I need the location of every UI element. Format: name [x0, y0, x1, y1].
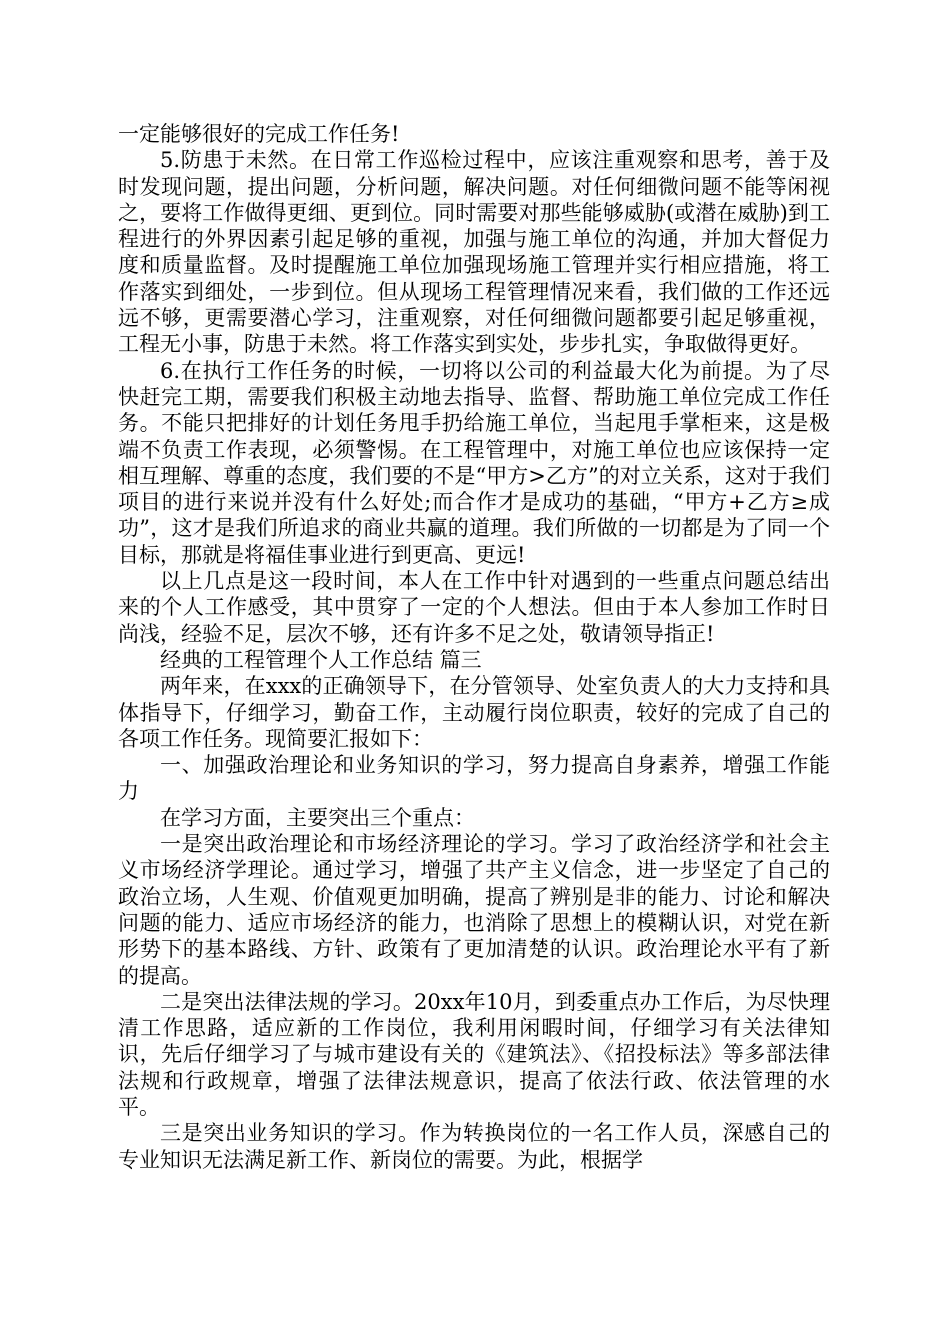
- paragraph-continuation: 一定能够很好的完成工作任务!: [118, 122, 400, 146]
- paragraph-item-5: 5.防患于未然。在日常工作巡检过程中，应该注重观察和思考，善于及时发现问题，提出问题，分析问题，解决问题。对任何细微问题不能等闲视之，要将工作做得更细、更到位。同时需要对那些能够威胁(或潜在威胁)到工程进行的外界因素引起足够的重视，加强与施工单位的沟通，并加大督促力度和质量监督。及时提醒施工单位加强现场施工管理并实行相应措施，将工作落实到细处，一步到位。但从现场工程管理情况来看，我们做的工作还远远不够，更需要潜心学习，注重观察，对任何细微问题都要引起足够重视，工程无小事，防患于未然。将工作落实到实处，步步扎实，争取做得更好。: [118, 148, 830, 357]
- paragraph-point-two: 二是突出法律法规的学习。20xx年10月，到委重点办工作后，为尽快理清工作思路，适应新的工作岗位，我利用闲暇时间，仔细学习有关法律知识，先后仔细学习了与城市建设有关的《建筑法》、《招投标法》等多部法律法规和行政规章，增强了法律法规意识，提高了依法行政、依法管理的水平。: [118, 989, 830, 1119]
- paragraph-point-one: 一是突出政治理论和市场经济理论的学习。学习了政治经济学和社会主义市场经济学理论。通过学习，增强了共产主义信念，进一步坚定了自己的政治立场，人生观、价值观更加明确，提高了辨别是非的能力、讨论和解决问题的能力、适应市场经济的能力，也消除了思想上的模糊认识，对党在新形势下的基本路线、方针、政策有了更加清楚的认识。政治理论水平有了新的提高。: [118, 832, 830, 988]
- subheading-one: 一、加强政治理论和业务知识的学习，努力提高自身素养，增强工作能力: [118, 753, 830, 804]
- document-page: [118, 121, 830, 1173]
- paragraph-point-three: 三是突出业务知识的学习。作为转换岗位的一名工作人员，深感自己的专业知识无法满足新工作、新岗位的需要。为此，根据学: [118, 1121, 830, 1172]
- section-heading: 经典的工程管理个人工作总结 篇三: [160, 647, 482, 672]
- paragraph-intro: 两年来，在xxx的正确领导下，在分管领导、处室负责人的大力支持和具体指导下，仔细学习，勤奋工作，主动履行岗位职责，较好的完成了自己的各项工作任务。现简要汇报如下：: [118, 674, 830, 751]
- paragraph-study-focus: 在学习方面，主要突出三个重点：: [160, 805, 475, 830]
- paragraph-conclusion: 以上几点是这一段时间，本人在工作中针对遇到的一些重点问题总结出来的个人工作感受，其中贯穿了一定的个人想法。但由于本人参加工作时日尚浅，经验不足，层次不够，还有许多不足之处，敬请领导指正!: [118, 569, 830, 646]
- paragraph-item-6: 6.在执行工作任务的时候，一切将以公司的利益最大化为前提。为了尽快赶完工期，需要我们积极主动地去指导、监督、帮助施工单位完成工作任务。不能只把排好的计划任务甩手扔给施工单位，当起甩手掌柜来，这是极端不负责工作表现，必须警惕。在工程管理中，对施工单位也应该保持一定相互理解、尊重的态度，我们要的不是“甲方>乙方”的对立关系，这对于我们项目的进行来说并没有什么好处;而合作才是成功的基础，“甲方+乙方≥成功”，这才是我们所追求的商业共赢的道理。我们所做的一切都是为了同一个目标，那就是将福佳事业进行到更高、更远!: [118, 358, 830, 567]
